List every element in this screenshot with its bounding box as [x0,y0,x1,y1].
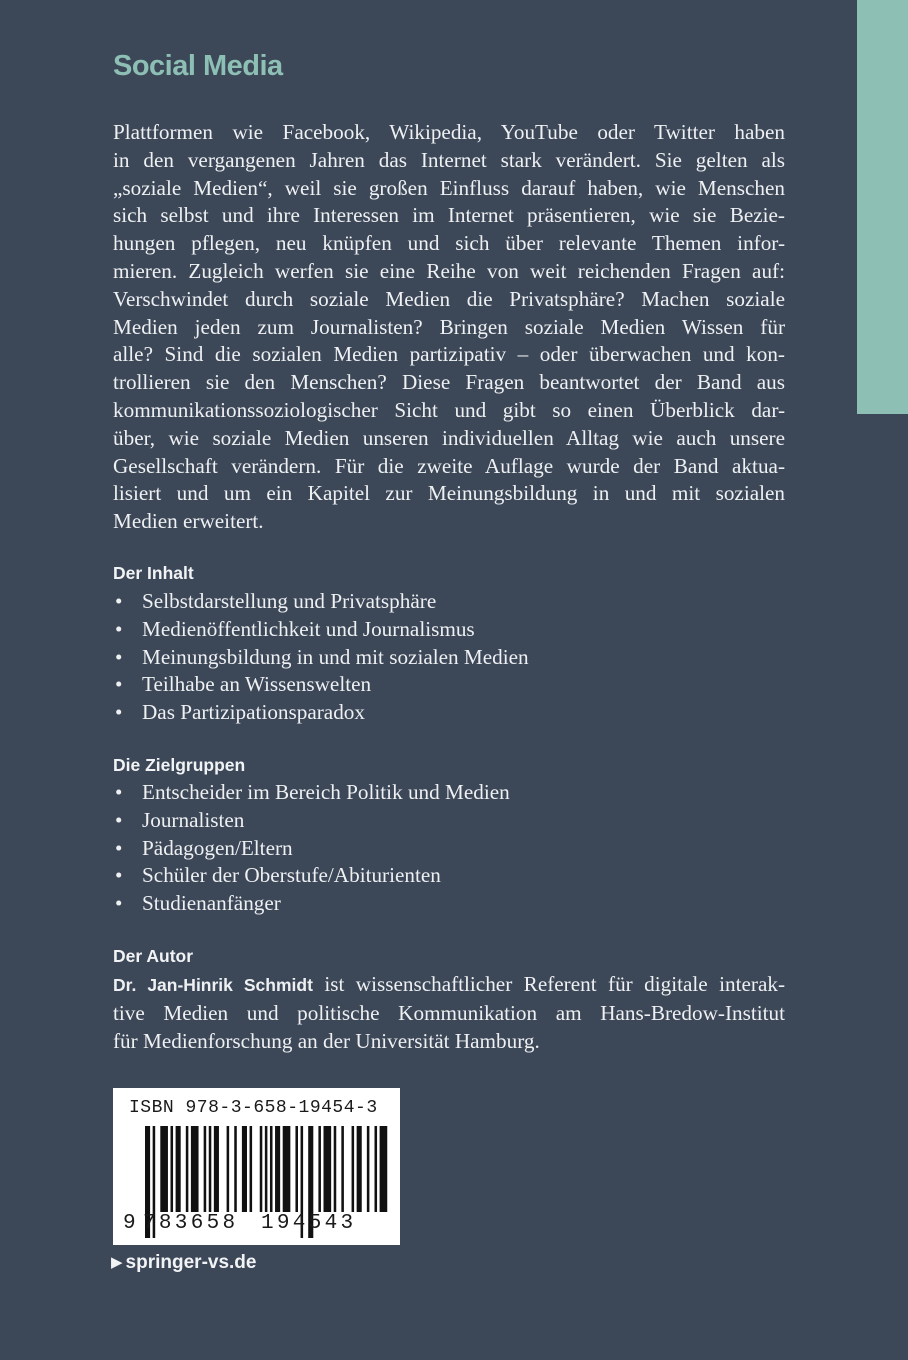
blurb-line: Gesellschaft verändern. Für die zweite Auflage wurde der Band aktua- [113,453,785,478]
barcode-bar [270,1126,273,1212]
publisher-link[interactable] [111,1252,256,1274]
list-item-label: Selbstdarstellung und Privatsphäre [142,589,437,613]
blurb-line: Medien erweitert. [113,509,264,534]
book-title: Social Media [113,50,283,82]
audiences-heading: Die Zielgruppen [113,755,246,775]
bullet-icon: • [115,835,123,860]
list-item-label: Entscheider im Bereich Politik und Medien [142,780,510,804]
barcode-bar [234,1126,237,1212]
blurb-line: lisiert und um ein Kapitel zur Meinungsbildung in und mit sozialen [113,481,785,506]
contents-heading: Der Inhalt [113,563,194,583]
list-item [113,644,529,672]
barcode-bar [191,1126,199,1212]
barcode-bar [357,1126,362,1212]
isbn-label: ISBN 978-3-658-19454-3 [129,1098,378,1118]
ean-digit-group-left: 783658 [143,1212,239,1235]
author-bio-line [113,971,785,1000]
blurb-line: hungen pflegen, neu knüpfen und sich über relevante Themen infor- [113,231,785,256]
barcode-bar [283,1126,291,1212]
barcode-bar [375,1126,378,1212]
ean-digits [113,1212,400,1242]
list-item-label: Teilhabe an Wissenswelten [142,672,372,697]
list-item [113,588,529,616]
barcode-bar [352,1126,355,1212]
barcode-bar [250,1126,253,1212]
author-bio [113,971,785,1055]
barcode-bar [318,1126,321,1212]
arrow-right-icon: ▶ [111,1254,123,1271]
blurb-line: über, wie soziale Medien unseren individuellen Alltag wie auch unsere [113,425,785,450]
bullet-icon: • [115,863,123,888]
barcode-bar [260,1126,263,1212]
list-item [113,807,510,835]
blurb-line: „soziale Medien“, weil sie großen Einfluss darauf haben, wie Menschen [113,175,785,200]
list-item-label: Journalisten [142,807,245,832]
barcode-bar [204,1126,207,1212]
bullet-icon: • [115,616,123,641]
list-item-label: Meinungsbildung in und mit sozialen Medien [142,644,529,669]
bullet-icon: • [115,891,123,916]
bullet-icon: • [115,700,123,725]
author-bio-line: tive Medien und politische Kommunikation am Hans-Bredow-Institut [113,1000,785,1025]
list-item-label: Schüler der Oberstufe/Abiturienten [142,863,441,888]
barcode-bar [186,1126,189,1212]
bullet-icon: • [115,644,123,669]
list-item-label: Studienanfänger [142,891,281,916]
author-bio-line: für Medienforschung an der Universität Hamburg. [113,1028,540,1053]
list-item [113,616,529,644]
barcode-bar [171,1126,174,1212]
blurb-line: trollieren sie den Menschen? Diese Fragen beantwortet der Band aus [113,370,785,395]
ean-digit-group-right: 194543 [261,1212,357,1235]
blurb-line: mieren. Zugleich werfen sie eine Reihe von weit reichenden Fragen auf: [113,258,785,283]
list-item [113,890,510,918]
barcode-bar [324,1126,332,1212]
ean-digit-prefix: 9 [123,1212,136,1235]
bullet-icon: • [115,672,123,697]
blurb-line: Verschwindet durch soziale Medien die Privatsphäre? Machen soziale [113,286,785,311]
list-item [113,699,529,727]
blurb-line: Plattformen wie Facebook, Wikipedia, YouTube oder Twitter haben [113,120,785,144]
blurb-text [113,119,785,536]
author-bio-text: ist wissenschaftlicher Referent für digitale interak- [312,972,785,996]
barcode-bar [367,1126,370,1212]
barcode-bar [209,1126,212,1212]
author-name: Dr. Jan-Hinrik Schmidt [113,975,313,995]
bullet-icon: • [115,780,123,804]
barcode-bar [334,1126,337,1212]
barcode-bar [380,1126,388,1212]
blurb-line: Medien jeden zum Journalisten? Bringen soziale Medien Wissen für [113,314,785,339]
blurb-line: sich selbst und ihre Interessen im Internet präsentieren, wie sie Bezie- [113,203,785,228]
barcode-bar [160,1126,168,1212]
barcode-bar [265,1126,268,1212]
list-item [113,835,510,863]
barcode-bar [341,1126,344,1212]
blurb-line: kommunikationssoziologischer Sicht und gibt so einen Überblick dar- [113,397,785,422]
barcode-bar [214,1126,219,1212]
list-item-label: Das Partizipationsparadox [142,700,365,725]
list-item [113,862,510,890]
audiences-list [113,779,510,918]
list-item-label: Medienöffentlichkeit und Journalismus [142,616,475,641]
accent-bar [857,0,908,414]
barcode-bar [176,1126,181,1212]
blurb-line: alle? Sind die sozialen Medien partizipativ – oder überwachen und kon- [113,342,785,367]
barcode-bar [242,1126,247,1212]
list-item [113,671,529,699]
contents-list [113,588,529,727]
barcode-bar [275,1126,280,1212]
barcode-bar [227,1126,230,1212]
barcode-bar [295,1126,298,1212]
bullet-icon: • [115,589,123,613]
bullet-icon: • [115,807,123,832]
blurb-line: in den vergangenen Jahren das Internet stark verändert. Sie gelten als [113,147,785,172]
author-heading: Der Autor [113,946,194,966]
list-item [113,779,510,807]
publisher-label: springer-vs.de [125,1252,257,1273]
list-item-label: Pädagogen/Eltern [142,835,293,860]
